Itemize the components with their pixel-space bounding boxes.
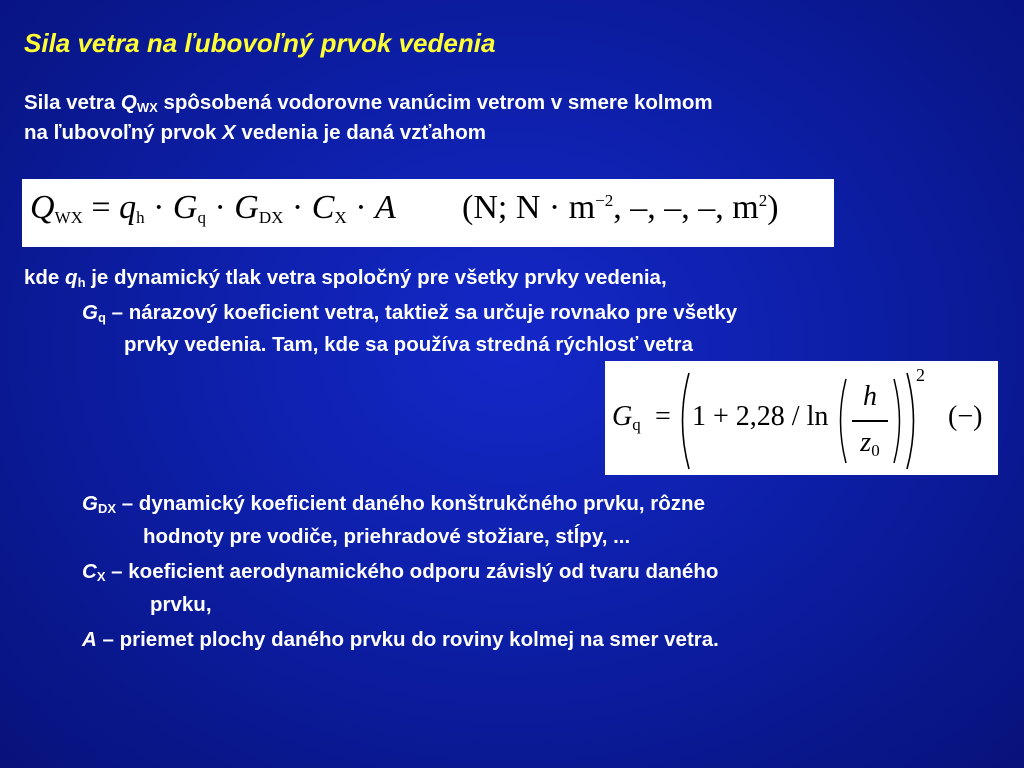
- outer-right-paren: [903, 371, 923, 471]
- outer-left-paren: [673, 371, 693, 471]
- formula-wind-force: $Q_{WX} = q_h \cdot G_q \cdot G_{DX} \cdot C_X \cdot A$ (N; $N \cdot m^{-2}$, –, –, –, $m^2$): [22, 179, 834, 247]
- def-gq-line-2: prvky vedenia. Tam, kde sa používa stredná rýchlosť vetra: [124, 333, 693, 356]
- intro-line-1: Sila vetra $Q_{WX}$ spôsobená vodorovne vanúcim vetrom v smere kolmom: [24, 91, 713, 115]
- def-gdx-line-2: hodnoty pre vodiče, priehradové stožiare, stĺpy, ...: [143, 525, 631, 548]
- def-cx-line-1: $C_X$ – koeficient aerodynamického odporu závislý od tvaru daného: [82, 560, 719, 584]
- def-qh: kde $q_h$ je dynamický tlak vetra spoločný pre všetky prvky vedenia,: [24, 266, 667, 290]
- def-a: A – priemet plochy daného prvku do roviny kolmej na smer vetra.: [82, 628, 719, 651]
- slide-title: Sila vetra na ľubovoľný prvok vedenia: [24, 28, 496, 58]
- fraction-bar: [852, 420, 888, 422]
- formula-gust-factor: $G_q$ = 1 + 2,28 / ln h $z_0$ 2 (−): [605, 361, 998, 475]
- inner-left-paren: [833, 377, 849, 465]
- def-gq-line-1: $G_q$ – nárazový koeficient vetra, taktiež sa určuje rovnako pre všetky: [82, 301, 738, 325]
- intro-line-2: na ľubovoľný prvok X vedenia je daná vzťahom: [24, 121, 486, 144]
- def-gdx-line-1: $G_{DX}$ – dynamický koeficient daného konštrukčného prvku, rôzne: [82, 492, 705, 516]
- def-cx-line-2: prvku,: [150, 593, 212, 616]
